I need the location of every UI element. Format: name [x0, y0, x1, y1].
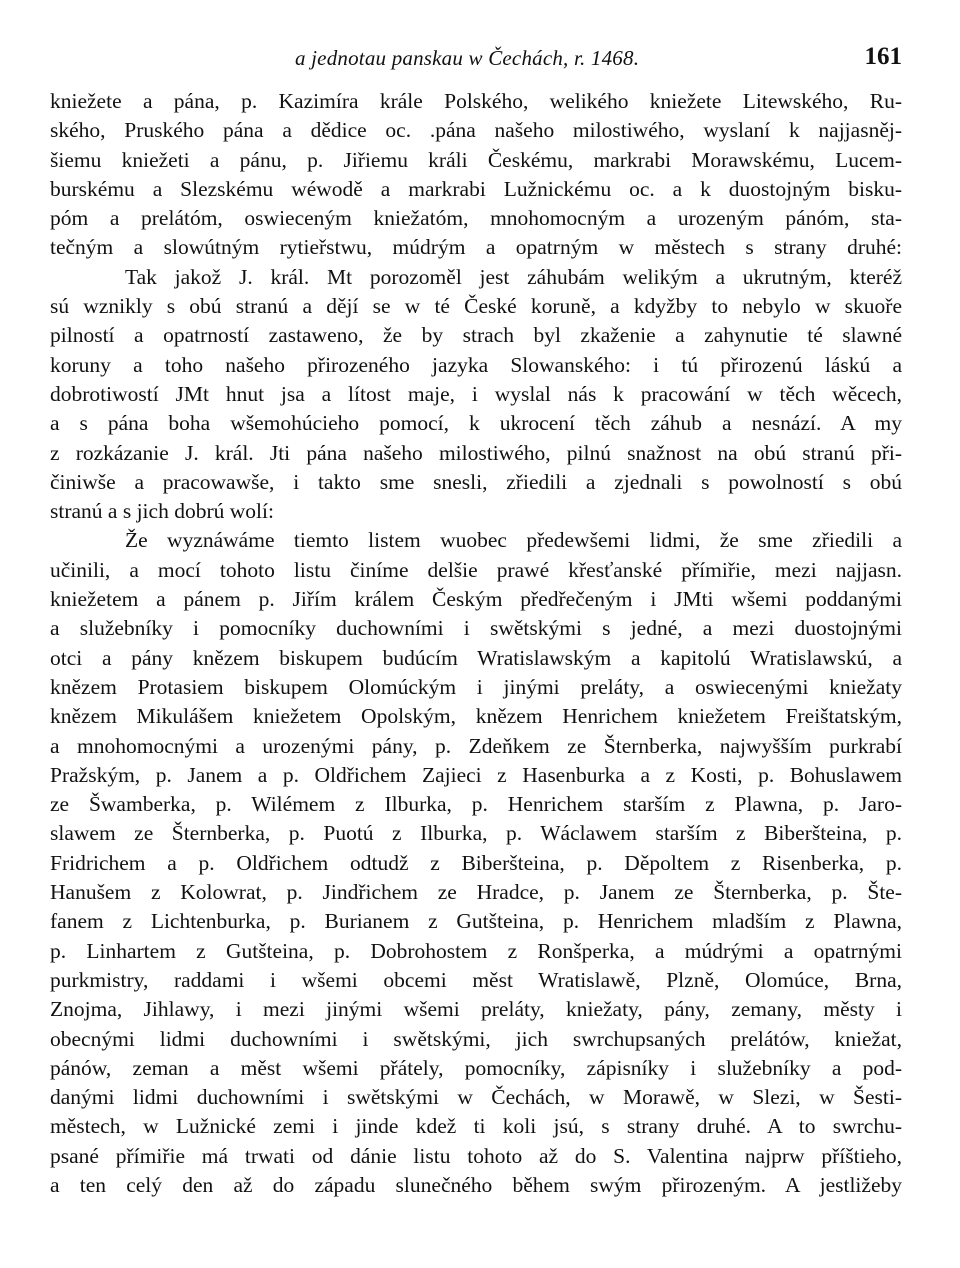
- text-line: knězem Protasiem biskupem Olomúckým i jinými preláty, a oswiecenými kniežaty: [50, 674, 902, 699]
- text-line: koruny a toho našeho přirozeného jazyka Slowanského: i tú přirozenú láskú a: [50, 352, 902, 377]
- text-line: p. Linhartem z Gutšteina, p. Dobrohostem z Ronšperka, a múdrými a opatrnými: [50, 938, 902, 963]
- text-line: z rozkázanie J. král. Jti pána našeho milostiwého, pilnú snažnost na obú stranú při-: [50, 440, 902, 465]
- text-line: pilností a opatrností zastaweno, že by strach byl zkaženie a zahynutie té slawné: [50, 323, 902, 348]
- text-line: fanem z Lichtenburka, p. Burianem z Gutšteina, p. Henrichem mladším z Plawna,: [50, 909, 902, 934]
- text-line: Pražským, p. Janem a p. Oldřichem Zajieci z Hasenburka a z Kosti, p. Bohuslawem: [50, 762, 902, 787]
- text-line: danými lidmi duchowními i swětskými w Čechách, w Morawě, w Slezi, w Šesti-: [50, 1085, 902, 1110]
- text-line: ského, Pruského pána a dědice oc. .pána našeho milostiwého, wyslaní k najjasněj-: [50, 118, 902, 143]
- text-line: a služebníky i pomocníky duchowními i swětskými s jedné, a mezi duostojnými: [50, 616, 902, 641]
- text-line: sú wznikly s obú stranú a dějí se w té České koruně, a kdyžby to nebylo w skuoře: [50, 294, 902, 319]
- text-line: slawem ze Šternberka, p. Puotú z Ilburka, p. Wáclawem starším z Biberšteina, p.: [50, 821, 902, 846]
- text-line: a s pána boha wšemohúcieho pomocí, k ukrocení těch záhub a nesnází. A my: [50, 411, 902, 436]
- text-line: šiemu kniežeti a pánu, p. Jiřiemu králi Českému, markrabi Morawskému, Lucem-: [50, 147, 902, 172]
- running-title: a jednotau panskau w Čechách, r. 1468.: [295, 46, 640, 70]
- text-line: činiwše a pracowawše, i takto sme snesli, zřiedili a zjednali s powolností s obú: [50, 469, 902, 494]
- text-line: ze Šwamberka, p. Wilémem z Ilburka, p. Henrichem starším z Plawna, p. Jaro-: [50, 792, 902, 817]
- text-line: Znojma, Jihlawy, i mezi jinými wšemi preláty, kniežaty, pány, zemany, městy i: [50, 997, 902, 1022]
- text-line: Tak jakož J. král. Mt porozoměl jest záhubám welikým a ukrutným, kteréž: [125, 264, 902, 289]
- page-number: 161: [864, 43, 902, 70]
- text-line: kniežete a pána, p. Kazimíra krále Polského, welikého kniežete Litewského, Ru-: [50, 89, 902, 113]
- text-line: a ten celý den až do západu slunečného během swým přirozeným. A jestližeby: [50, 1172, 902, 1197]
- running-head: [50, 43, 902, 76]
- text-line: póm a prelátóm, oswieceným kniežatóm, mnohomocným a urozeným pánóm, sta-: [50, 206, 902, 231]
- text-line: městech, w Lužnické zemi i jinde kdež ti koli jsú, s strany druhé. A to swrchu-: [50, 1114, 902, 1139]
- text-line: psané přímiřie má trwati od dánie listu tohoto až do S. Valentina najprw příštieho,: [50, 1143, 902, 1168]
- text-line: kniežetem a pánem p. Jiřím králem Českým předřečeným i JMti wšemi poddanými: [50, 587, 902, 612]
- text-line: otci a pány knězem biskupem budúcím Wratislawským a kapitolú Wratislawskú, a: [50, 645, 902, 670]
- text-line: učinili, a mocí tohoto listu činíme delšie prawé křesťanské přímiřie, mezi najjasn.: [50, 557, 902, 582]
- text-line: Že wyznáwáme tiemto listem wuobec předewšemi lidmi, že sme zřiedili a: [125, 528, 902, 553]
- text-line: stranú a s jich dobrú wolí:: [50, 499, 274, 524]
- text-line: burskému a Slezskému wéwodě a markrabi Lužnickému oc. a k duostojným bisku-: [50, 176, 902, 201]
- text-line: dobrotiwostí JMt hnut jsa a lítost maje, i wyslal nás k pracowání w těch wěcech,: [50, 381, 902, 406]
- text-line: pánów, zeman a měst wšemi přátely, pomocníky, zápisníky i služebníky a pod-: [50, 1055, 902, 1080]
- text-line: a mnohomocnými a urozenými pány, p. Zdeňkem ze Šternberka, najwyšším purkrabí: [50, 733, 902, 758]
- text-line: tečným a slowútným rytieřstwu, múdrým a opatrným w městech s strany druhé:: [50, 235, 902, 260]
- text-line: obecnými lidmi duchowními i swětskými, jich swrchupsaných prelátów, kniežat,: [50, 1026, 902, 1051]
- text-line: Fridrichem a p. Oldřichem odtudž z Biberšteina, p. Děpoltem z Risenberka, p.: [50, 850, 902, 875]
- text-line: Hanušem z Kolowrat, p. Jindřichem ze Hradce, p. Janem ze Šternberka, p. Šte-: [50, 880, 902, 905]
- text-line: knězem Mikulášem kniežetem Opolským, knězem Henrichem kniežetem Freištatským,: [50, 704, 902, 729]
- body-text: [50, 87, 902, 1200]
- text-line: purkmistry, raddami i wšemi obcemi měst Wratislawě, Plzně, Olomúce, Brna,: [50, 967, 902, 992]
